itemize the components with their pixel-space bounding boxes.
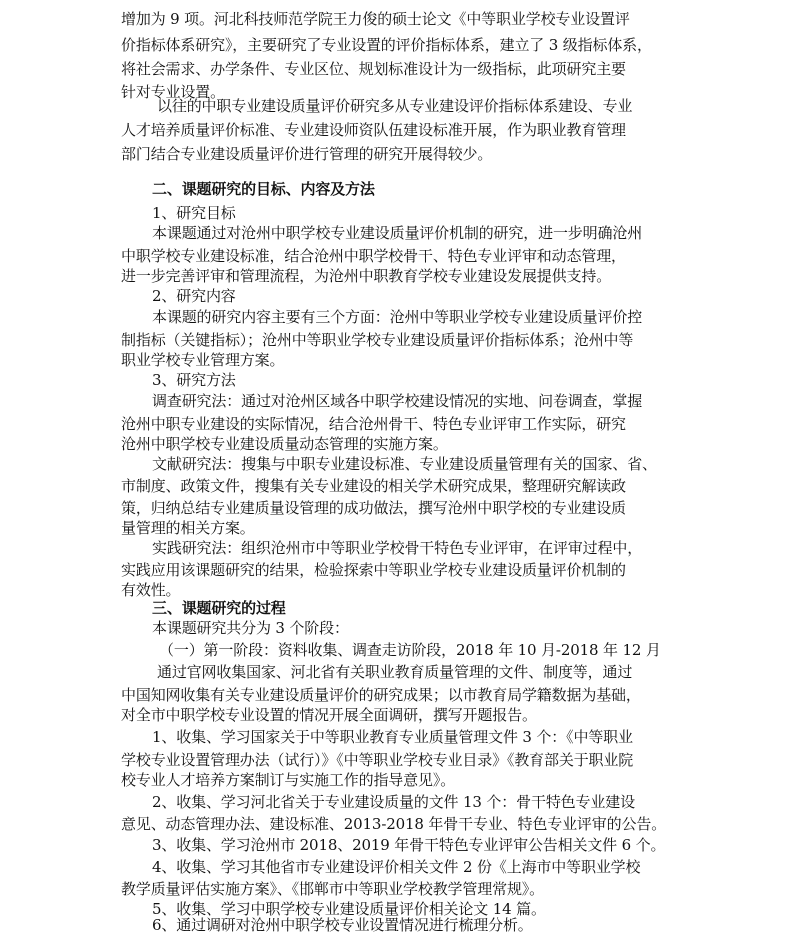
text-line: 市制度、政策文件，搜集有关专业建设的相关学术研究成果，整理研究解读政	[121, 477, 626, 495]
text-line: 意见、动态管理办法、建设标准、2013-2018 年骨干专业、特色专业评审的公告。	[121, 815, 667, 833]
text-line: 实践研究法：组织沧州市中等职业学校骨干特色专业评审，在评审过程中，	[152, 539, 643, 557]
text-line: 通过官网收集国家、河北省有关职业教育质量管理的文件、制度等，通过	[157, 663, 633, 681]
text-line: 沧州中职学校专业建设质量动态管理的实施方案。	[121, 435, 448, 453]
text-line: 将社会需求、办学条件、专业区位、规划标准设计为一级指标，此项研究主要	[121, 60, 626, 78]
text-line: 对全市中职学校专业设置的情况开展全面调研，撰写开题报告。	[121, 706, 537, 724]
text-line: 校专业人才培养方案制订与实施工作的指导意见》。	[121, 771, 456, 789]
list-item: 5、收集、学习中职学校专业建设质量评价相关论文 14 篇。	[152, 900, 546, 918]
stage-heading: （一）第一阶段：资料收集、调查走访阶段，2018 年 10 月-2018 年 12 月	[159, 641, 661, 659]
text-line: 本课题研究共分为 3 个阶段：	[152, 619, 349, 637]
subsection-heading: 2、研究内容	[152, 287, 236, 305]
text-line: 以往的中职专业建设质量评价研究多从专业建设评价指标体系建设、专业	[157, 97, 633, 115]
section-heading: 三、课题研究的过程	[152, 599, 286, 617]
text-line: 本课题的研究内容主要有三个方面：沧州中等职业学校专业建设质量评价控	[152, 308, 643, 326]
text-line: 量管理的相关方案。	[121, 519, 255, 537]
text-line: 职业学校专业管理方案。	[121, 351, 285, 369]
text-line: 策，归纳总结专业建质量设管理的成功做法，撰写沧州中职学校的专业建设质	[121, 499, 626, 517]
text-line: 沧州中职专业建设的实际情况，结合沧州骨干、特色专业评审工作实际，研究	[121, 415, 626, 433]
text-line: 价指标体系研究》，主要研究了专业设置的评价指标体系，建立了 3 级指标体系，	[121, 36, 652, 54]
subsection-heading: 1、研究目标	[152, 204, 236, 222]
text-line: 本课题通过对沧州中职学校专业建设质量评价机制的研究，进一步明确沧州	[152, 224, 643, 242]
subsection-heading: 3、研究方法	[152, 371, 236, 389]
text-line: 学校专业设置管理办法（试行）》《中等职业学校专业目录》《教育部关于职业院	[121, 751, 634, 769]
text-line: 部门结合专业建设质量评价进行管理的研究开展得较少。	[121, 145, 493, 163]
text-line: 中职学校专业建设标准，结合沧州中职学校骨干、特色专业评审和动态管理，	[121, 247, 626, 265]
text-line: 进一步完善评审和管理流程，为沧州中职教育学校专业建设发展提供支持。	[121, 267, 612, 285]
text-line: 文献研究法：搜集与中职专业建设标准、专业建设质量管理有关的国家、省、	[152, 455, 657, 473]
text-line: 增加为 9 项。河北科技师范学院王力俊的硕士论文《中等职业学校专业设置评	[121, 10, 630, 28]
list-item: 3、收集、学习沧州市 2018、2019 年骨干特色专业评审公告相关文件 6 个。	[152, 836, 666, 854]
text-line: 教学质量评估实施方案》、《邯郸市中等职业学校教学管理常规》。	[121, 880, 545, 898]
list-item: 2、收集、学习河北省关于专业建设质量的文件 13 个：骨干特色专业建设	[152, 793, 635, 811]
list-item: 6、通过调研对沧州中职学校专业设置情况进行梳理分析。	[152, 916, 533, 934]
text-line: 中国知网收集有关专业建设质量评价的研究成果；以市教育局学籍数据为基础，	[121, 686, 641, 704]
text-line: 实践应用该课题研究的结果，检验探索中等职业学校专业建设质量评价机制的	[121, 561, 626, 579]
text-line: 有效性。	[121, 581, 181, 599]
section-heading: 二、课题研究的目标、内容及方法	[152, 180, 375, 198]
text-line: 针对专业设置。	[121, 83, 225, 101]
text-line: 制指标（关键指标）；沧州中等职业学校专业建设质量评价指标体系；沧州中等	[121, 331, 634, 349]
list-item: 4、收集、学习其他省市专业建设评价相关文件 2 份《上海市中等职业学校	[152, 858, 641, 876]
text-line: 调查研究法：通过对沧州区域各中职学校建设情况的实地、问卷调查，掌握	[152, 392, 643, 410]
list-item: 1、收集、学习国家关于中等职业教育专业质量管理文件 3 个：《中等职业	[152, 728, 633, 746]
text-line: 人才培养质量评价标准、专业建设师资队伍建设标准开展，作为职业教育管理	[121, 121, 626, 139]
